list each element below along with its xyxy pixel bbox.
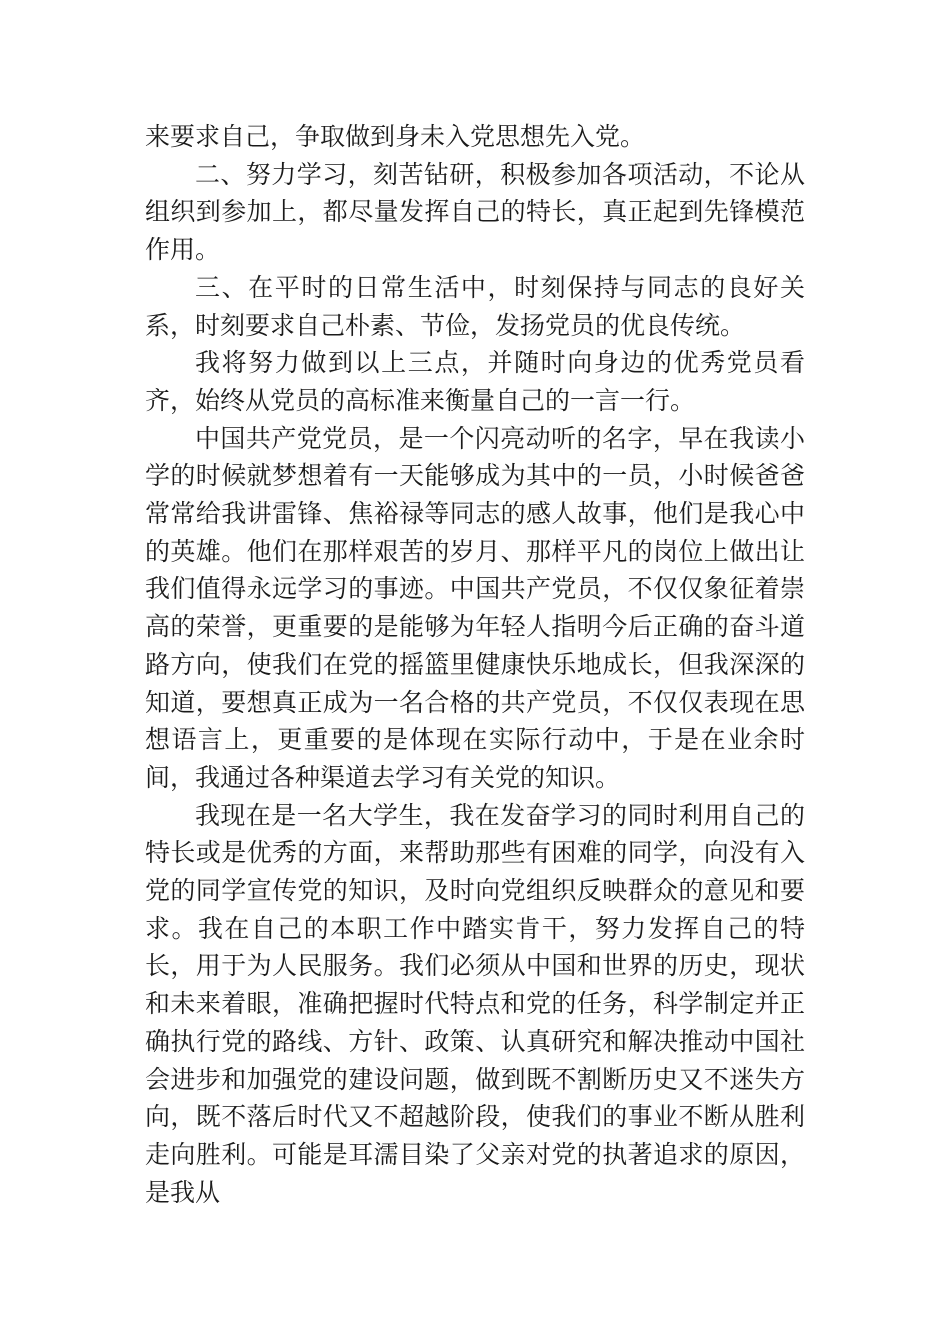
paragraph-point-two: 二、努力学习，刻苦钻研，积极参加各项活动，不论从组织到参加上，都尽量发挥自己的特长，真正起到先锋模范作用。 <box>145 159 805 265</box>
paragraph-point-three: 三、在平时的日常生活中，时刻保持与同志的良好关系，时刻要求自己朴素、节俭，发扬党员的优良传统。 <box>145 272 805 340</box>
paragraph-university-student: 我现在是一名大学生，我在发奋学习的同时利用自己的特长或是优秀的方面，来帮助那些有困难的同学，向没有入党的同学宣传党的知识，及时向党组织反映群众的意见和要求。我在自己的本职工作中踏实肯干，努力发挥自己的特长，用于为人民服务。我们必须从中国和世界的历史，现状和未来着眼，准确把握时代特点和党的任务，科学制定并正确执行党的路线、方针、政策、认真研究和解决推动中国社会进步和加强党的建设问题，做到既不割断历史又不迷失方向，既不落后时代又不超越阶段，使我们的事业不断从胜利走向胜利。可能是耳濡目染了父亲对党的执著追求的原因，是我从 <box>145 800 805 1207</box>
document-body <box>145 118 805 1211</box>
paragraph-continuation: 来要求自己，争取做到身未入党思想先入党。 <box>145 122 646 151</box>
paragraph-commitment: 我将努力做到以上三点，并随时向身边的优秀党员看齐，始终从党员的高标准来衡量自己的一言一行。 <box>145 348 805 415</box>
paragraph-party-member: 中国共产党党员，是一个闪亮动听的名字，早在我读小学的时候就梦想着有一天能够成为其中的一员，小时候爸爸常常给我讲雷锋、焦裕禄等同志的感人故事，他们是我心中的英雄。他们在那样艰苦的岁月、那样平凡的岗位上做出让我们值得永远学习的事迹。中国共产党员，不仅仅象征着崇高的荣誉，更重要的是能够为年轻人指明今后正确的奋斗道路方向，使我们在党的摇篮里健康快乐地成长，但我深深的知道，要想真正成为一名合格的共产党员，不仅仅表现在思想语言上，更重要的是体现在实际行动中，于是在业余时间，我通过各种渠道去学习有关党的知识。 <box>145 423 805 792</box>
